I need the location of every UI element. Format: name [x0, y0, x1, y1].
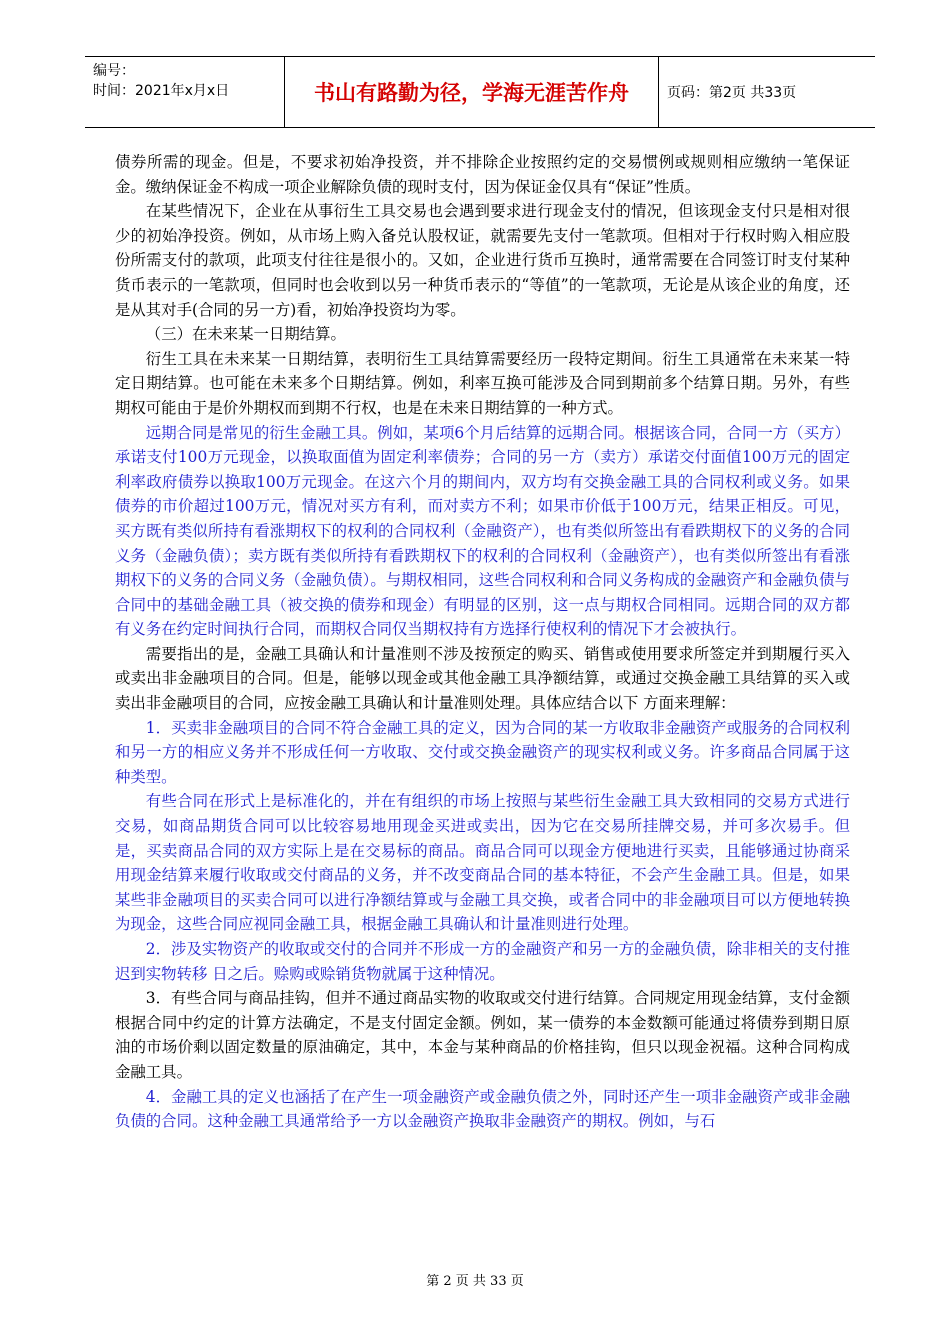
document-body [115, 150, 850, 1134]
paragraph-5: 远期合同是常见的衍生金融工具。例如，某项6个月后结算的远期合同。根据该合同，合同一方（买方）承诺支付100万元现金，以换取面值为固定利率债券；合同的另一方（卖方）承诺交付面值100万元的固定利率政府债券以换取100万元现金。在这六个月的期间内，双方均有交换金融工具的合同权利或义务。如果债券的市价超过100万元，情况对买方有利，而对卖方不利；如果市价低于100万元，结果正相反。可见，买方既有类似所持有看涨期权下的权利的合同权利（金融资产），也有类似所签出有看跌期权下的义务的合同义务（金融负债）；卖方既有类似所持有看跌期权下的权利的合同权利（金融资产），也有类似所签出有看涨期权下的义务的合同义务（金融负债）。与期权相同，这些合同权利和合同义务构成的金融资产和金融负债与合同中的基础金融工具（被交换的债券和现金）有明显的区别，这一点与期权合同相同。远期合同的双方都有义务在约定时间执行合同，而期权合同仅当期权持有方选择行使权利的情况下才会被执行。 [115, 423, 850, 639]
page-footer: 第 2 页 共 33 页 [426, 1274, 524, 1289]
header-meta [85, 57, 285, 127]
paragraph-8: 有些合同在形式上是标准化的，并在有组织的市场上按照与某些衍生金融工具大致相同的交易方式进行交易，如商品期货合同可以比较容易地用现金买进或卖出，因为它在交易所挂牌交易，并可多次易手。但是，买卖商品合同的双方实际上是在交易标的商品。商品合同可以现金方便地进行买卖，且能够通过协商采用现金结算来履行收取或交付商品的义务，并不改变商品合同的基本特征，不会产生金融工具。但是，如果某些非金融项目的买卖合同可以进行净额结算或与金融工具交换，或者合同中的非金融项目可以方便地转换为现金，这些合同应视同金融工具，根据金融工具确认和计量准则进行处理。 [115, 792, 850, 934]
header-motto: 书山有路勤为径，学海无涯苦作舟 [285, 57, 659, 127]
paragraph-9: 2．涉及实物资产的收取或交付的合同并不形成一方的金融资产和另一方的金融负债，除非相关的支付推迟到实物转移 日之后。赊购或赊销货物就属于这种情况。 [115, 940, 850, 983]
paragraph-4: 衍生工具在未来某一日期结算，表明衍生工具结算需要经历一段特定期间。衍生工具通常在未来某一特定日期结算。也可能在未来多个日期结算。例如，利率互换可能涉及合同到期前多个结算日期。另外，有些期权可能由于是价外期权而到期不行权，也是在未来日期结算的一种方式。 [115, 349, 850, 417]
paragraph-6: 需要指出的是，金融工具确认和计量准则不涉及按预定的购买、销售或使用要求所签定并到期履行买入或卖出非金融项目的合同。但是，能够以现金或其他金融工具净额结算，或通过交换金融工具结算的买入或卖出非金融项目的合同，应按金融工具确认和计量准则处理。具体应结合以下 方面来理解： [115, 644, 850, 713]
paragraph-2: 在某些情况下，企业在从事衍生工具交易也会遇到要求进行现金支付的情况，但该现金支付只是相对很少的初始净投资。例如，从市场上购入备兑认股权证，就需要先支付一笔款项。但相对于行权时购入相应股份所需支付的款项，此项支付往往是很小的。又如，企业进行货币互换时，通常需要在合同签订时支付某种货币表示的一笔款项，但同时也会收到以另一种货币表示的“等值”的一笔款项，无论是从该企业的角度，还是从其对手(合同的另一方)看，初始净投资均为零。 [115, 202, 850, 319]
document-time-label: 时间：2021年x月x日 [93, 83, 230, 99]
paragraph-1: 债券所需的现金。但是，不要求初始净投资，并不排除企业按照约定的交易惯例或规则相应缴纳一笔保证金。缴纳保证金不构成一项企业解除负债的现时支付，因为保证金仅具有“保证”性质。 [115, 153, 850, 196]
section-heading: （三）在未来某一日期结算。 [145, 325, 346, 344]
paragraph-11: 4．金融工具的定义也涵括了在产生一项金融资产或金融负债之外，同时还产生一项非金融资产或非金融负债的合同。这种金融工具通常给予一方以金融资产换取非金融资产的期权。例如，与石 [115, 1087, 850, 1131]
paragraph-10: 3．有些合同与商品挂钩，但并不通过商品实物的收取或交付进行结算。合同规定用现金结算，支付金额根据合同中约定的计算方法确定，不是支付固定金额。例如，某一债券的本金数额可能通过将债券到期日原油的市场价剩以固定数量的原油确定，其中，本金与某种商品的价格挂钩，但只以现金祝福。这种合同构成金融工具。 [115, 989, 850, 1081]
page-header [85, 56, 875, 128]
paragraph-7: 1．买卖非金融项目的合同不符合金融工具的定义，因为合同的某一方收取非金融资产或服务的合同权利和另一方的相应义务并不形成任何一方收取、交付或交换金融资产的现实权利或义务。许多商品合同属于这种类型。 [115, 718, 850, 786]
header-page-info: 页码：第2页 共33页 [667, 85, 797, 101]
document-number-label: 编号： [93, 63, 135, 79]
